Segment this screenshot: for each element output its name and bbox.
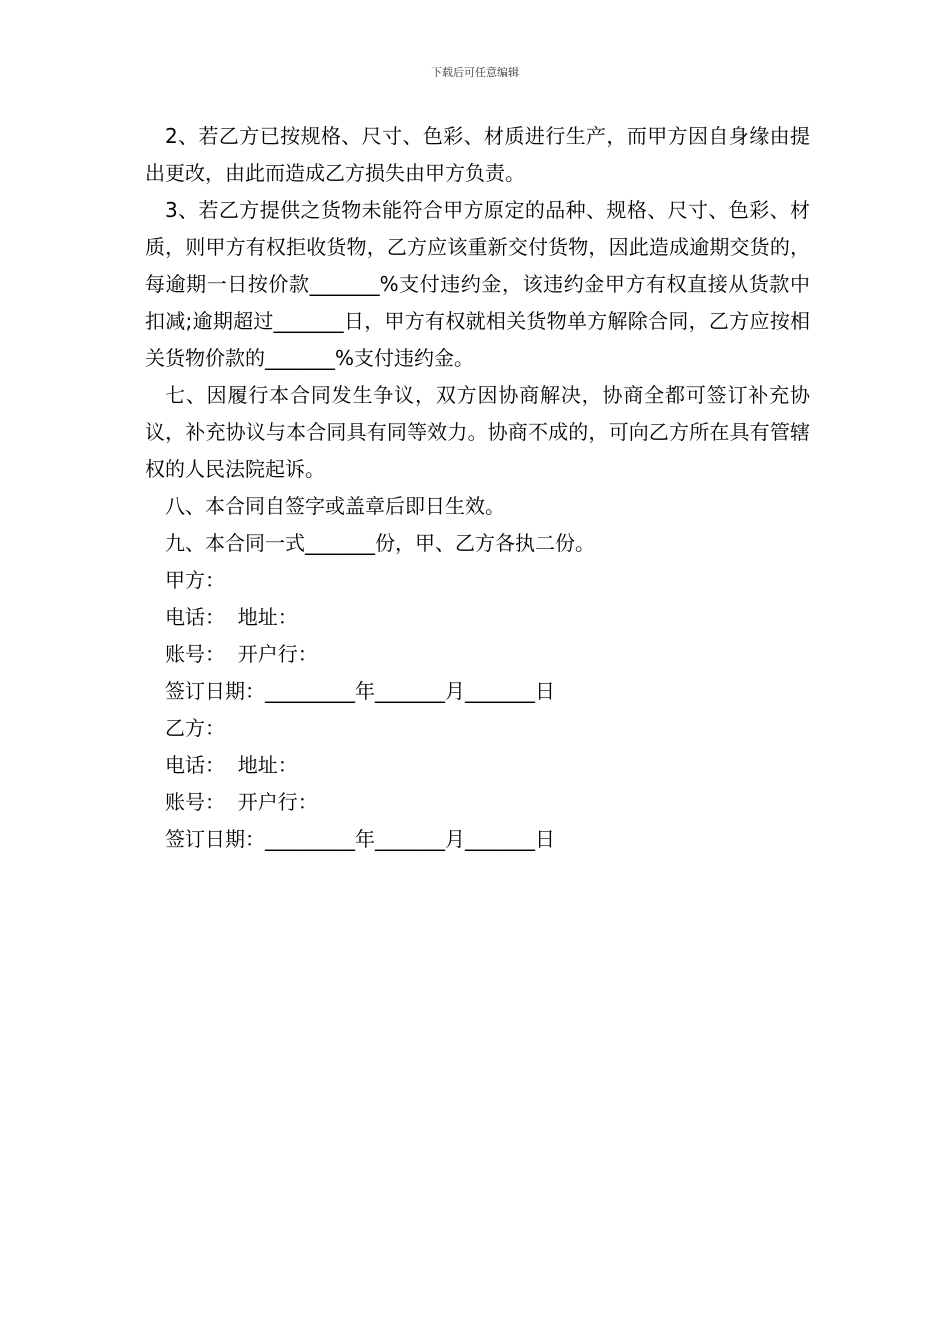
page-header-note: 下载后可任意编辑 [431,66,519,79]
clause-2: 2、若乙方已按规格、尺寸、色彩、材质进行生产，而甲方因自身缘由提出更改，由此而造成乙方损失由甲方负责。 [145,124,810,185]
party-a-sign-date: 签订日期：_________年_______月_______日 [165,679,555,703]
party-b-contact: 电话： 地址： [165,753,298,777]
party-a-contact: 电话： 地址： [165,605,298,629]
party-a-title: 甲方： [165,568,225,592]
party-b-account: 账号： 开户行： [165,790,318,814]
party-a-account: 账号： 开户行： [165,642,318,666]
clause-3: 3、若乙方提供之货物未能符合甲方原定的品种、规格、尺寸、色彩、材质，则甲方有权拒收货物，乙方应该重新交付货物，因此造成逾期交货的，每逾期一日按价款_______%支付违约金，该违约金甲方有权直接从货款中扣减;逾期超过_______日，甲方有权就相关货物单方解除合同，乙方应按相关货物价款的_______%支付违约金。 [145,198,810,370]
party-b-sign-date: 签订日期：_________年_______月_______日 [165,827,555,851]
clause-7-dispute: 七、因履行本合同发生争议，双方因协商解决，协商全都可签订补充协议，补充协议与本合同具有同等效力。协商不成的，可向乙方所在具有管辖权的人民法院起诉。 [145,383,810,481]
party-b-block [145,710,810,858]
party-a-block [145,562,810,710]
party-b-title: 乙方： [165,716,225,740]
clause-8-effective: 八、本合同自签字或盖章后即日生效。 [165,494,505,518]
clause-9-copies: 九、本合同一式_______份，甲、乙方各执二份。 [165,531,595,555]
contract-body [145,118,810,858]
